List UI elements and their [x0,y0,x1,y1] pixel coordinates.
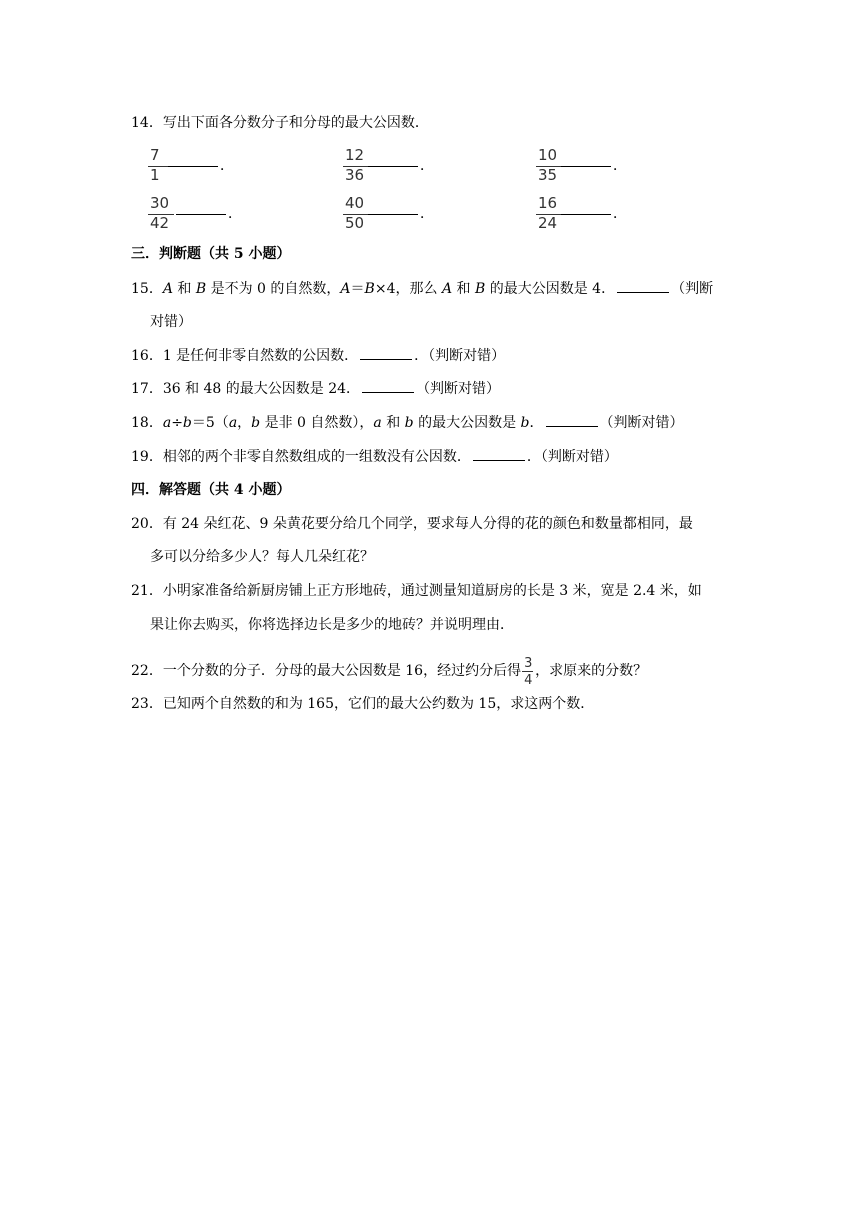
fraction-numerator: 40 [345,194,365,212]
text: 对错） [150,314,192,330]
period: ． [613,158,627,174]
text: 是非 0 自然数）， [260,415,374,431]
question-22 [131,656,647,686]
var-a: A [441,281,453,297]
text: 果让你去购买，你将选择边长是多少的地砖？并说明理由． [150,617,514,633]
text: 16．1 是任何非零自然数的公因数． [131,348,359,364]
text: 的最大公因数是 4． [485,281,616,297]
section-heading-text: 四．解答题（共 [131,482,234,498]
answer-blank[interactable] [368,166,418,167]
question-15 [131,278,713,299]
text: 多可以分给多少人？每人几朵红花？ [150,549,374,565]
fraction-denominator: 42 [150,214,170,232]
section-count: 4 [233,482,244,498]
question-19 [131,446,618,467]
answer-blank[interactable] [546,412,598,427]
fraction-3-4 [521,656,535,686]
question-20 [131,514,693,534]
answer-blank[interactable] [473,446,525,461]
section-heading-text: 三．判断题（共 [131,246,234,262]
text: 和 [381,415,405,431]
text: 21．小明家准备给新厨房铺上正方形地砖，通过测量知道厨房的长是 3 米，宽是 2.4 米，如 [131,583,702,599]
fraction-item-3 [536,146,656,186]
question-18 [131,412,684,433]
text: 23．已知两个自然数的和为 165，它们的最大公约数为 15，求这两个数． [131,696,595,712]
fraction-item-2 [343,146,463,186]
text: ．（判断对错） [526,449,618,465]
question-21 [131,581,702,601]
text: 22．一个分数的分子．分母的最大公因数是 16，经过约分后得 [131,663,522,679]
fraction-denominator: 50 [345,214,365,232]
var-a: a [373,415,382,431]
fraction-item-6 [536,194,656,234]
answer-blank[interactable] [561,166,611,167]
fraction-denominator: 4 [524,673,533,688]
fraction-item-5 [343,194,463,234]
text: 19．相邻的两个非零自然数组成的一组数没有公因数． [131,449,471,465]
var-a: a [162,415,172,431]
text: ＝5（ [191,415,229,431]
question-14-text: 14．写出下面各分数分子和分母的最大公因数． [131,115,429,131]
text: ＝ [350,281,365,297]
text: ×4，那么 [374,281,442,297]
section-heading-text: 小题） [243,482,291,498]
section-4-heading [131,480,291,500]
text: 17．36 和 48 的最大公因数是 24． [131,381,361,397]
fraction-numerator: 3 [524,656,533,671]
var-a: A [340,281,351,297]
period: ． [613,206,627,222]
question-16 [131,345,505,366]
answer-blank[interactable] [561,214,611,215]
question-23 [131,694,594,714]
text: 和 [172,281,196,297]
section-count: 5 [233,246,244,262]
text: ， [237,415,252,431]
question-14 [131,113,429,133]
question-15-cont [150,312,192,332]
var-b: b [251,415,261,431]
text: （判断对错） [599,415,684,431]
period: ． [420,158,434,174]
var-b: B [364,281,375,297]
text: 的最大公因数是 [413,415,521,431]
text: ．（判断对错） [414,348,506,364]
fraction-numerator: 12 [345,146,365,164]
text: 20．有 24 朵红花、9 朵黄花要分给几个同学，要求每人分得的花的颜色和数量都相同，最 [131,516,693,532]
text: 是不为 0 的自然数， [206,281,341,297]
text: （判断对错） [416,381,501,397]
question-number: 15． [131,281,163,297]
question-17 [131,378,500,399]
question-20-cont [150,547,374,567]
fraction-denominator: 36 [345,166,365,184]
answer-blank[interactable] [360,345,412,360]
var-b: B [195,281,207,297]
var-a: a [228,415,238,431]
answer-blank[interactable] [176,214,226,215]
fraction-numerator: 7 [150,146,160,164]
var-b: B [474,281,486,297]
section-heading-text: 小题） [243,246,291,262]
fraction-denominator: 35 [538,166,558,184]
answer-blank[interactable] [617,278,669,293]
var-b: b [520,415,530,431]
text: （判断 [671,281,714,297]
var-b: b [182,415,192,431]
fraction-item-1 [148,146,268,186]
answer-blank[interactable] [368,214,418,215]
answer-blank[interactable] [168,166,218,167]
period: ． [420,206,434,222]
text: ． [529,415,544,431]
question-number: 18． [131,415,163,431]
text: 和 [452,281,475,297]
text: ÷ [171,415,183,431]
period: ． [220,158,234,174]
answer-blank[interactable] [362,378,414,393]
fraction-denominator: 1 [150,166,160,184]
fraction-numerator: 16 [538,194,558,212]
var-b: b [404,415,414,431]
text: ，求原来的分数？ [535,663,648,679]
section-3-heading [131,244,291,264]
var-a: A [162,281,173,297]
question-21-cont [150,615,514,635]
fraction-denominator: 24 [538,214,558,232]
fraction-numerator: 10 [538,146,558,164]
period: ． [228,206,242,222]
fraction-numerator: 30 [150,194,170,212]
fraction-item-4 [148,194,268,234]
